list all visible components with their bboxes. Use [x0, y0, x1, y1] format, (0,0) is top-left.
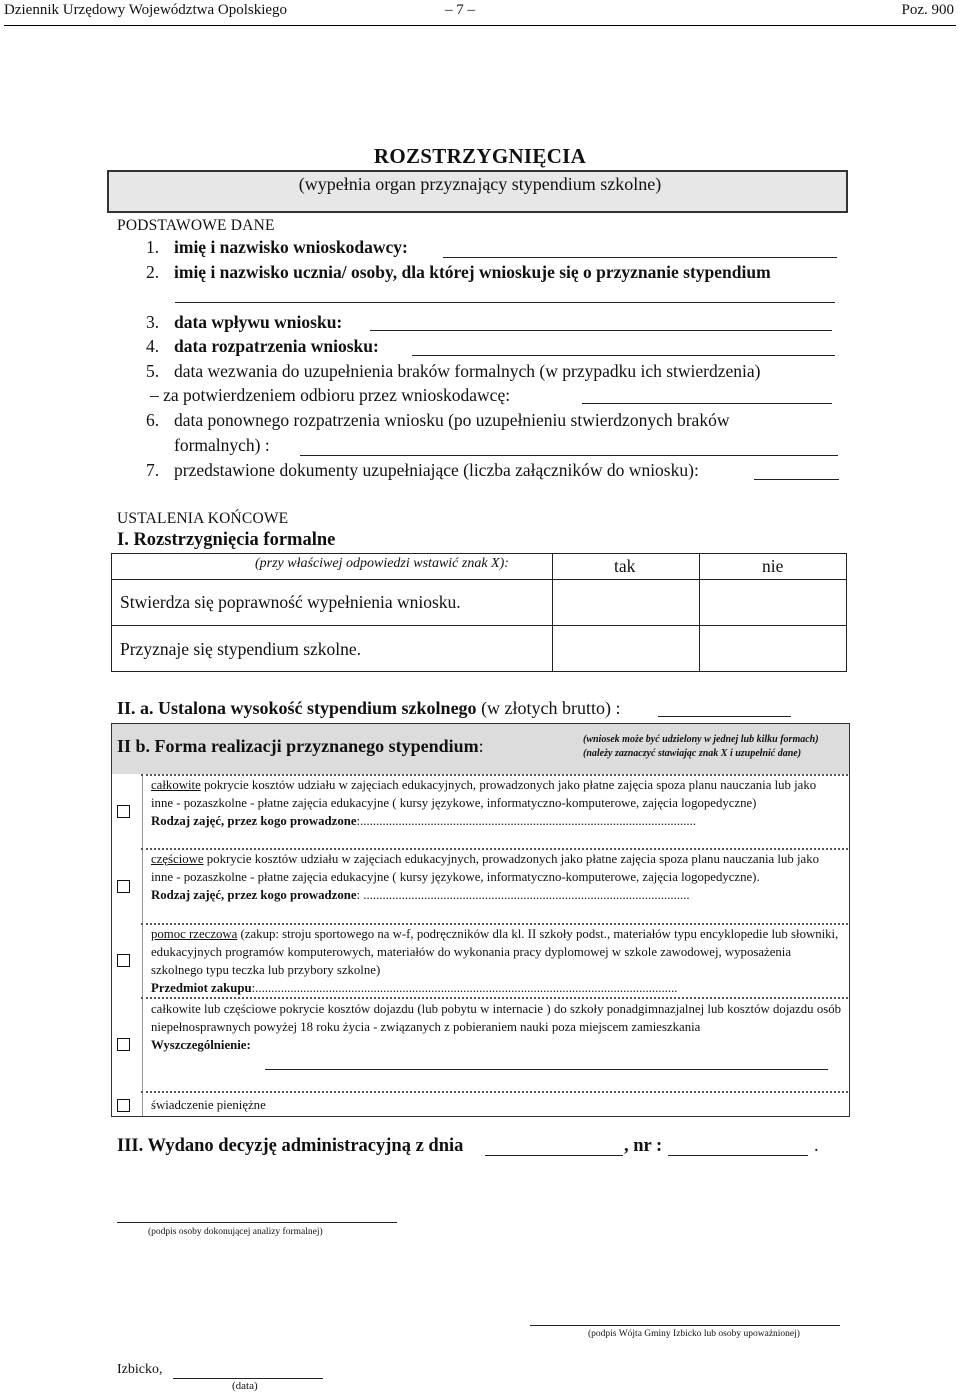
formal-table — [111, 553, 847, 672]
section-1-title: I. Rozstrzygnięcia formalne — [117, 530, 336, 550]
col-yes-header: tak — [614, 556, 636, 576]
cell-correctness-yes[interactable] — [553, 581, 699, 624]
option-full-coverage: całkowite pokrycie kosztów udziału w zajęciach edukacyjnych, prowadzonych jako płatne zajęcia spoza planu nauczania lub jako inne - pozaszkolne - płatne zajęcia edukacyjne ( kursy językowe, informatyczno-komputerowe, zajęcia logopedyczne) Rodzaj zajęć, przez kogo prowadzone:......................................................................................................... — [151, 778, 817, 828]
option-material-aid: pomoc rzeczowa (zakup: stroju sportowego na w-f, podręczników dla kl. II szkoły podst., materiałów typu encyklopedie lub słowniki, edukacyjnych programów komputerowych, materiałów do wykonania pracy dyplomowej w szkole zawodowej, wyposażenia szkolnego typu teczka lub przybory szkolne) Przedmiot zakupu:.................................................................................................................................... — [151, 927, 839, 995]
item-1-line — [443, 257, 837, 258]
item-3: 3. data wpływu wniosku: — [146, 312, 343, 332]
position-number: Poz. 900 — [901, 2, 954, 18]
basic-data-heading: PODSTAWOWE DANE — [117, 217, 275, 234]
section-2b-title: II b. Forma realizacji przyznanego stypendium: — [117, 736, 484, 756]
section-3: III. Wydano decyzję administracyjną z dnia — [117, 1136, 464, 1156]
item-6-line — [300, 455, 838, 456]
item-5-cont: – za potwierdzeniem odbioru przez wnioskodawcę: — [150, 385, 511, 405]
final-heading: USTALENIA KOŃCOWE — [117, 510, 289, 527]
item-5-line — [582, 403, 832, 404]
option-cash-benefit: świadczenie pieniężne — [151, 1098, 266, 1112]
checkbox-full-coverage[interactable] — [117, 805, 130, 818]
section-2a: II. a. Ustalona wysokość stypendium szkolnego (w złotych brutto) : — [117, 698, 621, 718]
item-3-line — [370, 330, 832, 331]
row-granted: Przyznaje się stypendium szkolne. — [120, 639, 362, 659]
mayor-signature-label: (podpis Wójta Gminy Izbicko lub osoby upoważnionej) — [588, 1329, 800, 1339]
header-rule — [4, 25, 956, 26]
cell-correctness-no[interactable] — [701, 581, 846, 624]
forms-note-1: (wniosek może być udzielony w jednej lub kilku formach) — [583, 734, 819, 745]
table-instruction: (przy właściwej odpowiedzi wstawić znak X): — [255, 556, 509, 571]
item-2: 2. imię i nazwisko ucznia/ osoby, dla której wnioskuje się o przyznanie stypendium — [146, 262, 771, 282]
item-6: 6. data ponownego rozpatrzenia wniosku (po uzupełnieniu stwierdzonych braków — [146, 410, 730, 430]
item-4-line — [412, 355, 835, 356]
item-7: 7. przedstawione dokumenty uzupełniające (liczba załączników do wniosku): — [146, 460, 699, 480]
analyst-signature-label: (podpis osoby dokonującej analizy formalnej) — [148, 1227, 323, 1237]
item-2-line — [175, 302, 835, 303]
document-title: ROZSTRZYGNIĘCIA — [373, 144, 587, 168]
item-4: 4. data rozpatrzenia wniosku: — [146, 336, 379, 356]
row-correctness: Stwierdza się poprawność wypełnienia wniosku. — [120, 592, 461, 612]
journal-title: Dziennik Urzędowy Województwa Opolskiego — [4, 2, 288, 18]
checkbox-commute-costs[interactable] — [117, 1038, 130, 1051]
cell-granted-no[interactable] — [701, 627, 846, 670]
cell-granted-yes[interactable] — [553, 627, 699, 670]
analyst-signature-line — [117, 1222, 397, 1223]
item-6-cont: formalnych) : — [174, 435, 270, 455]
option-commute-costs: całkowite lub częściowe pokrycie kosztów dojazdu (lub pobytu w internacie ) do szkoły ponadgimnazjalnej lub kosztów dojazdu osób niepełnosprawnych powyżej 18 roku życia - związanych z pobieraniem nauki poza miejscem zamieszkania Wyszczególnienie: — [151, 1002, 841, 1052]
place-label: Izbicko, — [117, 1362, 163, 1377]
item-7-line — [754, 479, 839, 480]
decision-period: . — [814, 1136, 819, 1156]
decision-nr-label: , nr : — [624, 1136, 663, 1156]
page-number: – 7 – — [445, 2, 475, 18]
decision-number-line — [668, 1155, 808, 1156]
amount-line — [658, 716, 791, 717]
item-5: 5. data wezwania do uzupełnienia braków formalnych (w przypadku ich stwierdzenia) — [146, 361, 761, 381]
col-no-header: nie — [762, 556, 784, 576]
item-1: 1. imię i nazwisko wnioskodawcy: — [146, 237, 408, 257]
date-label: (data) — [232, 1380, 258, 1392]
date-line — [173, 1378, 323, 1379]
option-partial-coverage: częściowe pokrycie kosztów udziału w zajęciach edukacyjnych, prowadzonych jako płatne zajęcia spoza planu nauczania lub jako inne - pozaszkolne - płatne zajęcia edukacyjne ( kursy językowe, informatyczno-komputerowe, zajęcia logopedyczne). Rodzaj zajęć, przez kogo prowadzone: ...................................................................................................... — [151, 852, 819, 902]
checkbox-partial-coverage[interactable] — [117, 880, 130, 893]
document-subtitle: (wypełnia organ przyznający stypendium szkolne) — [298, 174, 662, 194]
checkbox-cash-benefit[interactable] — [117, 1099, 130, 1112]
specification-line — [265, 1069, 828, 1070]
decision-date-line — [485, 1155, 623, 1156]
checkbox-material-aid[interactable] — [117, 954, 130, 967]
forms-note-2: (należy zaznaczyć stawiając znak X i uzupełnić dane) — [583, 748, 802, 759]
mayor-signature-line — [530, 1325, 840, 1326]
